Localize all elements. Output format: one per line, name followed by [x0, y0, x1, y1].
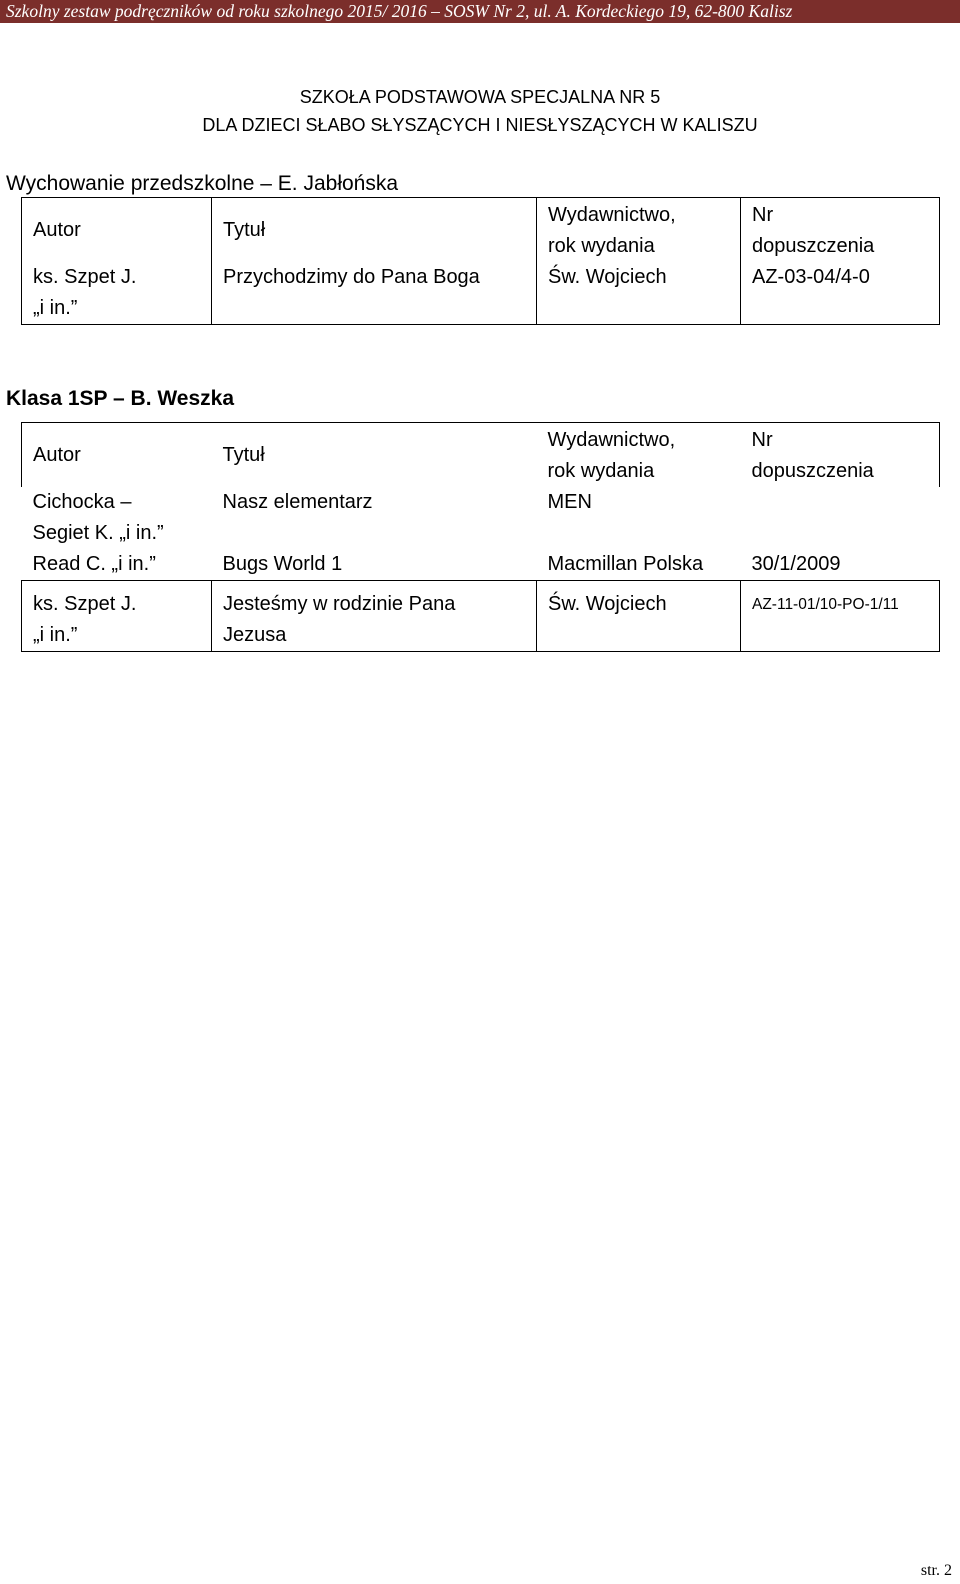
- cell-wydawnictwo: MEN: [547, 491, 592, 513]
- cell-wydawnictwo: Św. Wojciech: [537, 262, 741, 325]
- cell-autor: ks. Szpet J. „i in.”: [22, 262, 212, 325]
- cell-nr: AZ-03-04/4-0: [741, 262, 940, 325]
- cell-wydawnictwo: Św. Wojciech: [537, 581, 741, 652]
- table-row: [22, 581, 940, 652]
- cell-autor: Read C. „i in.”: [32, 553, 156, 575]
- cell-tytul: Przychodzimy do Pana Boga: [212, 262, 537, 325]
- section-heading-klasa-1sp: Klasa 1SP – B. Weszka: [6, 387, 235, 410]
- table-header-row: [22, 198, 940, 263]
- page-number: str. 2: [920, 1562, 952, 1579]
- textbook-table-przedszkole: [21, 197, 940, 325]
- cell-tytul: Nasz elementarz: [222, 491, 373, 513]
- cell-nr: [741, 487, 940, 549]
- cell-nr: AZ-11-01/10-PO-1/11: [741, 581, 940, 652]
- document-header: Szkolny zestaw podręczników od roku szkolnego 2015/ 2016 – SOSW Nr 2, ul. A. Kordeckiego 19, 62-800 Kalisz: [0, 0, 960, 23]
- column-header-nr: Nr dopuszczenia: [741, 198, 940, 263]
- school-name-line-1: SZKOŁA PODSTAWOWA SPECJALNA NR 5: [299, 87, 661, 107]
- table-row: [22, 262, 940, 325]
- table-header-row: [22, 423, 940, 488]
- section-heading-przedszkole: Wychowanie przedszkolne – E. Jabłońska: [6, 172, 399, 195]
- column-header-tytul: Tytuł: [212, 423, 537, 488]
- cell-wydawnictwo: Macmillan Polska: [547, 553, 704, 575]
- column-header-autor: Autor: [22, 423, 212, 488]
- column-header-autor: Autor: [22, 198, 212, 263]
- cell-tytul: Jesteśmy w rodzinie Pana Jezusa: [212, 581, 537, 652]
- table-row: [22, 487, 940, 549]
- cell-autor: ks. Szpet J. „i in.”: [22, 581, 212, 652]
- column-header-nr: Nr dopuszczenia: [741, 423, 940, 488]
- school-name-line-2: DLA DZIECI SŁABO SŁYSZĄCYCH I NIESŁYSZĄCYCH W KALISZU: [202, 115, 758, 135]
- cell-autor: Cichocka – Segiet K. „i in.”: [32, 491, 164, 544]
- cell-nr: 30/1/2009: [751, 553, 841, 575]
- cell-tytul: Bugs World 1: [222, 553, 343, 575]
- column-header-wydawnictwo: Wydawnictwo, rok wydania: [537, 423, 741, 488]
- column-header-tytul: Tytuł: [212, 198, 537, 263]
- textbook-table-klasa-1sp: [21, 422, 940, 652]
- table-row: [22, 549, 940, 581]
- column-header-wydawnictwo: Wydawnictwo, rok wydania: [537, 198, 741, 263]
